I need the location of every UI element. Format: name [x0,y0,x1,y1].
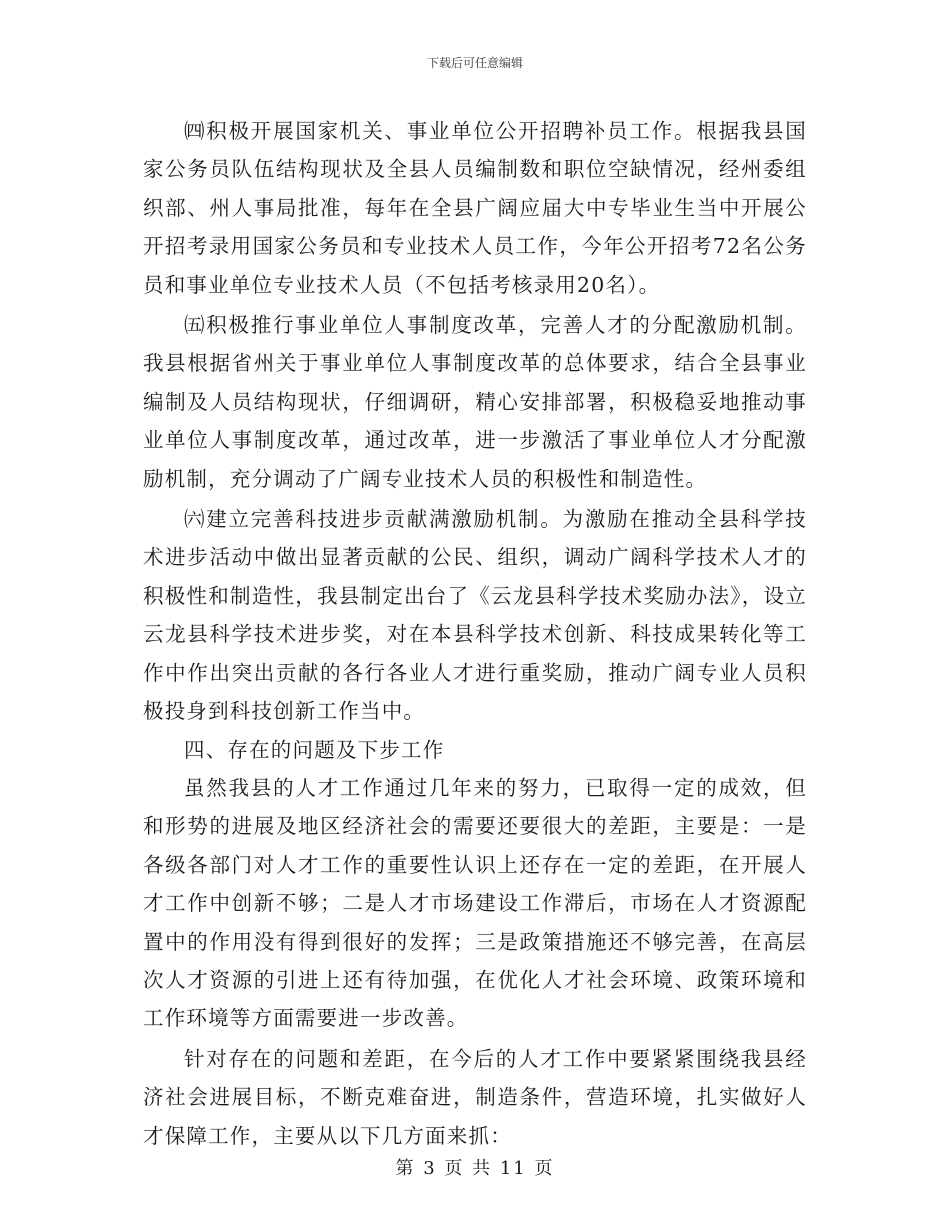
section-heading: 四、存在的问题及下步工作 [184,737,445,762]
document-body [143,112,807,1155]
paragraph-problems: 虽然我县的人才工作通过几年来的努力，已取得一定的成效，但和形势的进展及地区经济社会的需要还要很大的差距，主要是：一是各级各部门对人才工作的重要性认识上还存在一定的差距，在开展人才工作中创新不够；二是人才市场建设工作滞后，市场在人才资源配置中的作用没有得到很好的发挥；三是政策措施还不够完善，在高层次人才资源的引进上还有待加强，在优化人才社会环境、政策环境和工作环境等方面需要进一步改善。 [143,775,807,1031]
paragraph-item-5: ㈤积极推行事业单位人事制度改革，完善人才的分配激励机制。我县根据省州关于事业单位人事制度改革的总体要求，结合全县事业编制及人员结构现状，仔细调研，精心安排部署，积极稳妥地推动事业单位人事制度改革，通过改革，进一步激活了事业单位人才分配激励机制，充分调动了广阔专业技术人员的积极性和制造性。 [143,313,807,491]
paragraph-next-steps: 针对存在的问题和差距，在今后的人才工作中要紧紧围绕我县经济社会进展目标，不断克难奋进，制造条件，营造环境，扎实做好人才保障工作，主要从以下几方面来抓： [143,1046,807,1148]
page-number: 第 3 页 共 11 页 [395,1158,555,1179]
page-header: 下载后可任意编辑 [426,56,523,70]
paragraph-item-6: ㈥建立完善科技进步贡献满激励机制。为激励在推动全县科学技术进步活动中做出显著贡献的公民、组织，调动广阔科学技术人才的积极性和制造性，我县制定出台了《云龙县科学技术奖励办法》，设立云龙县科学技术进步奖，对在本县科学技术创新、科技成果转化等工作中作出突出贡献的各行各业人才进行重奖励，推动广阔专业人员积极投身到科技创新工作当中。 [143,507,807,724]
paragraph-item-4: ㈣积极开展国家机关、事业单位公开招聘补员工作。根据我县国家公务员队伍结构现状及全县人员编制数和职位空缺情况，经州委组织部、州人事局批准，每年在全县广阔应届大中专毕业生当中开展公开招考录用国家公务员和专业技术人员工作，今年公开招考72名公务员和事业单位专业技术人员（不包括考核录用20名）。 [143,119,807,297]
